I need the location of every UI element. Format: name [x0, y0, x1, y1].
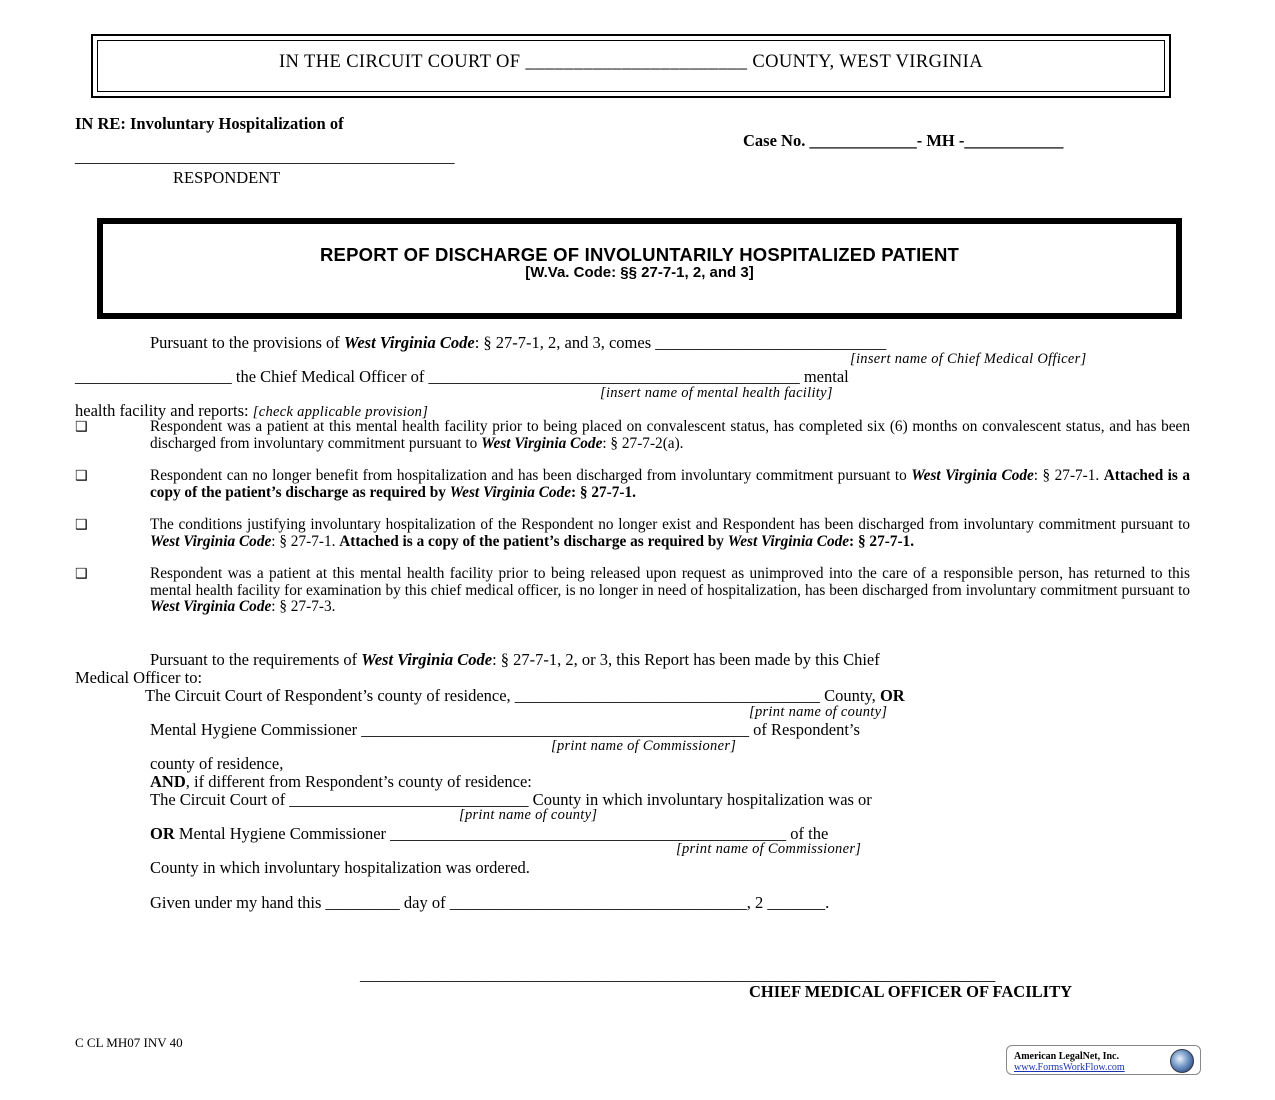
- option-3-code: West Virginia Code: [150, 532, 272, 550]
- option-2-attached-section: : § 27-7-1.: [570, 483, 636, 501]
- requirements-code: West Virginia Code: [361, 650, 493, 669]
- option-4-section: : § 27-7-3.: [271, 598, 336, 616]
- american-legalnet-logo[interactable]: [1006, 1045, 1201, 1075]
- option-1-body: Respondent was a patient at this mental health facility prior to being placed on convalescent status, has completed six (6) months on convalescent status, and has been discharged from involuntary commitment pursuant to: [150, 418, 1190, 452]
- option-3-body: The conditions justifying involuntary hospitalization of the Respondent no longer exist and Respondent has been discharged from involuntary commitment pursuant to: [150, 516, 1190, 533]
- option-2-attached: Attached is a copy of the patient’s discharge as required by: [150, 467, 1191, 501]
- caption-county-2: [print name of county]: [459, 807, 598, 823]
- caption-mental-health-facility: [insert name of mental health facility]: [600, 385, 833, 401]
- case-number: Case No. _____________- MH -____________: [743, 131, 1064, 150]
- requirements-line-1: [150, 651, 880, 668]
- intro-line-1-pre: Pursuant to the provisions of: [150, 333, 344, 352]
- signature-title: CHIEF MEDICAL OFFICER OF FACILITY: [749, 982, 1072, 1001]
- court-heading-box: [91, 34, 1171, 98]
- mhc-hospitalization-text: Mental Hygiene Commissioner ________________________________________________ of the: [174, 824, 829, 843]
- caption-commissioner-2: [print name of Commissioner]: [676, 841, 862, 857]
- report-statute: [W.Va. Code: §§ 27-7-1, 2, and 3]: [525, 264, 754, 281]
- globe-icon: [1170, 1049, 1194, 1073]
- intro-line-1: [150, 334, 886, 351]
- intro-line-2-post: mental: [799, 367, 849, 386]
- county-ordered-line: County in which involuntary hospitalization was ordered.: [150, 858, 530, 877]
- intro-line-3-text: health facility and reports:: [75, 401, 253, 420]
- caption-commissioner-1: [print name of Commissioner]: [551, 738, 737, 754]
- intro-line-1-post: : § 27-7-1, 2, and 3, comes ____________________________: [474, 333, 887, 352]
- option-1-code: West Virginia Code: [481, 434, 603, 452]
- circuit-court-hospitalization-line: The Circuit Court of _____________________________ County in which involuntary hospitalization was or: [150, 790, 872, 809]
- option-1-section: : § 27-7-2(a).: [602, 434, 684, 452]
- checkbox-option-2[interactable]: ❑: [75, 468, 88, 484]
- respondent-label: RESPONDENT: [173, 168, 281, 187]
- county-of-residence: county of residence,: [150, 754, 284, 773]
- caption-check-provision: [check applicable provision]: [252, 404, 429, 420]
- option-2-section: : § 27-7-1.: [1033, 467, 1104, 484]
- and-rest: , if different from Respondent’s county of residence:: [185, 772, 532, 791]
- report-title: REPORT OF DISCHARGE OF INVOLUNTARILY HOSPITALIZED PATIENT: [319, 244, 960, 265]
- requirements-line-2: Medical Officer to:: [75, 668, 203, 687]
- report-title-box: [97, 218, 1182, 319]
- and-line: [150, 773, 532, 790]
- signature-line: _____________________________________________________________________________: [360, 965, 996, 984]
- and-label: AND: [150, 772, 186, 791]
- circuit-court-residence-text: The Circuit Court of Respondent’s county of residence, _____________________________________ County,: [145, 686, 880, 705]
- option-1-text: [150, 419, 1190, 452]
- option-3-attached-code: West Virginia Code: [727, 532, 850, 550]
- option-2-text: [150, 468, 1190, 501]
- logo-company-name: American LegalNet, Inc.: [1014, 1051, 1119, 1062]
- or-label-1: OR: [879, 686, 905, 705]
- caption-county-1: [print name of county]: [749, 704, 888, 720]
- respondent-name-line: ______________________________________________: [75, 147, 455, 166]
- option-4-body: Respondent was a patient at this mental health facility prior to being released upon request as unimproved into the care of a responsible person, has returned to this mental health facility for examination by this chief medical officer, is no longer in need of hospitalization, has been discharged from involuntary commitment pursuant to: [150, 565, 1190, 599]
- in-re-caption: IN RE: Involuntary Hospitalization of: [75, 114, 344, 133]
- option-2-attached-code: West Virginia Code: [449, 483, 571, 501]
- form-code: C CL MH07 INV 40: [75, 1035, 183, 1050]
- wv-code-ref: West Virginia Code: [343, 333, 475, 352]
- requirements-pre: Pursuant to the requirements of: [150, 650, 362, 669]
- given-under-hand-line: Given under my hand this _________ day of ____________________________________, 2 _______.: [150, 893, 830, 912]
- option-4-text: [150, 566, 1190, 616]
- option-3-attached: Attached is a copy of the patient’s discharge as required by: [339, 532, 728, 550]
- checkbox-option-1[interactable]: ❑: [75, 419, 88, 435]
- facility-name-blank: _____________________________________________: [428, 367, 800, 386]
- option-4-code: West Virginia Code: [150, 598, 272, 616]
- option-2-code: West Virginia Code: [911, 467, 1034, 484]
- requirements-post: : § 27-7-1, 2, or 3, this Report has been made by this Chief: [492, 650, 880, 669]
- mhc-hospitalization-line: [150, 825, 828, 842]
- intro-line-2-pre: ___________________ the Chief Medical Officer of: [75, 367, 429, 386]
- court-heading: IN THE CIRCUIT COURT OF _______________________ COUNTY, WEST VIRGINIA: [279, 52, 983, 72]
- or-label-2: OR: [150, 824, 175, 843]
- intro-line-2: [75, 368, 849, 385]
- option-2-body: Respondent can no longer benefit from hospitalization and has been discharged from involuntary commitment pursuant to: [150, 467, 912, 484]
- checkbox-option-4[interactable]: ❑: [75, 566, 88, 582]
- option-3-attached-section: : § 27-7-1.: [849, 532, 915, 550]
- caption-chief-medical-officer: [insert name of Chief Medical Officer]: [850, 351, 1087, 367]
- logo-website-link[interactable]: www.FormsWorkFlow.com: [1014, 1062, 1125, 1073]
- checkbox-option-3[interactable]: ❑: [75, 517, 88, 533]
- option-3-section: : § 27-7-1.: [271, 532, 340, 550]
- option-3-text: [150, 517, 1190, 550]
- circuit-court-residence-line: [145, 687, 905, 704]
- mhc-residence-line: Mental Hygiene Commissioner _______________________________________________ of Respondent’s: [150, 720, 860, 739]
